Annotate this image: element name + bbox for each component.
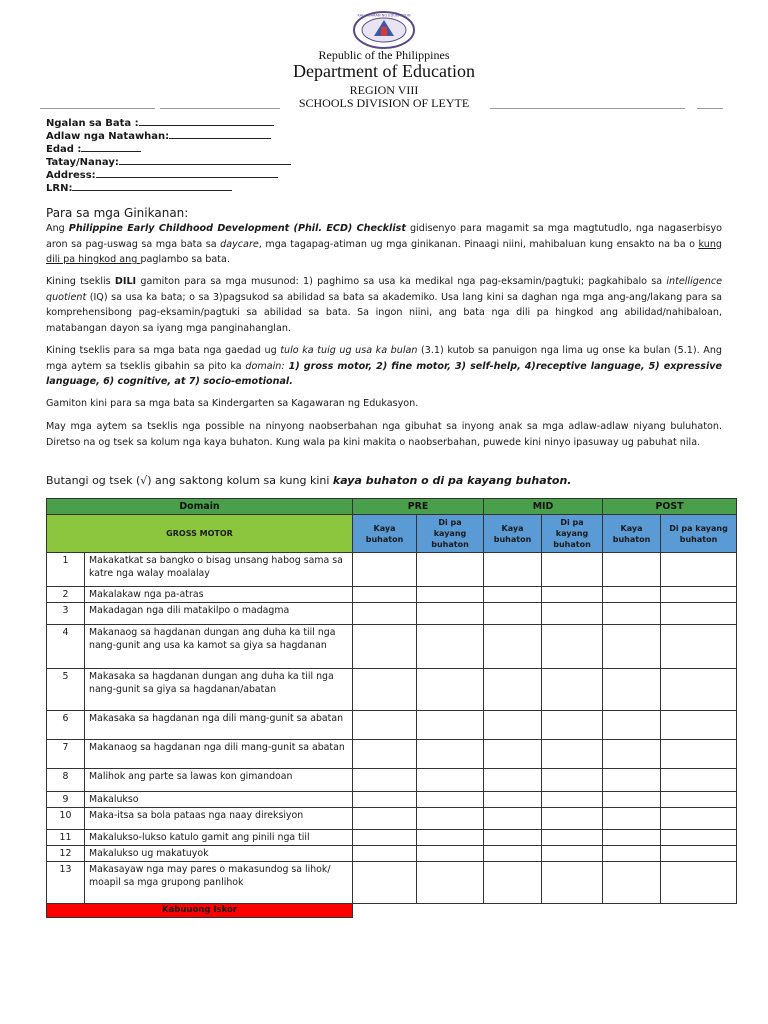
field-ngalan[interactable]: Ngalan sa Bata : — [46, 115, 274, 129]
check-cell-pre-kaya[interactable] — [353, 830, 417, 846]
mid-dipa-header: Di pa kayang buhaton — [542, 515, 603, 553]
row-number: 5 — [47, 669, 85, 711]
row-number: 12 — [47, 846, 85, 862]
check-cell-pre-kaya[interactable] — [353, 669, 417, 711]
check-cell-pre-dipa[interactable] — [417, 769, 484, 792]
row-skill: Malihok ang parte sa lawas kon gimandoan — [85, 769, 353, 792]
row-number: 2 — [47, 587, 85, 603]
check-cell-mid-dipa[interactable] — [542, 862, 603, 904]
table-row — [47, 587, 737, 603]
check-cell-post-kaya[interactable] — [603, 769, 661, 792]
row-skill: Makalukso-lukso katulo gamit ang pinili nga tiil — [85, 830, 353, 846]
check-cell-post-kaya[interactable] — [603, 830, 661, 846]
row-number: 8 — [47, 769, 85, 792]
check-cell-post-kaya[interactable] — [603, 669, 661, 711]
row-skill: Makakatkat sa bangko o bisag unsang habog sama sa katre nga walay moalalay — [85, 553, 353, 587]
row-skill: Makanaog sa hagdanan nga dili mang-gunit sa abatan — [85, 740, 353, 769]
check-cell-post-kaya[interactable] — [603, 553, 661, 587]
check-cell-post-dipa[interactable] — [661, 603, 737, 625]
table-row — [47, 846, 737, 862]
check-cell-pre-kaya[interactable] — [353, 603, 417, 625]
check-cell-pre-kaya[interactable] — [353, 808, 417, 830]
check-cell-post-dipa[interactable] — [661, 669, 737, 711]
check-cell-mid-kaya[interactable] — [484, 830, 542, 846]
row-number: 13 — [47, 862, 85, 904]
seal-text: KAGAWARAN NG EDUKASYON — [357, 13, 411, 18]
check-cell-pre-dipa[interactable] — [417, 740, 484, 769]
total-row — [47, 904, 737, 918]
check-cell-post-dipa[interactable] — [661, 808, 737, 830]
row-number: 11 — [47, 830, 85, 846]
field-address[interactable]: Address: — [46, 167, 278, 181]
post-kaya-header: Kaya buhaton — [603, 515, 661, 553]
table-row — [47, 625, 737, 669]
deped-seal-icon — [352, 10, 416, 50]
check-cell-mid-dipa[interactable] — [542, 587, 603, 603]
department-title: Department of Education — [293, 61, 475, 81]
check-cell-post-kaya[interactable] — [603, 792, 661, 808]
check-cell-mid-kaya[interactable] — [484, 792, 542, 808]
check-cell-pre-dipa[interactable] — [417, 830, 484, 846]
table-row — [47, 792, 737, 808]
row-number: 3 — [47, 603, 85, 625]
check-cell-post-kaya[interactable] — [603, 587, 661, 603]
pre-dipa-header: Di pa kayang buhaton — [417, 515, 484, 553]
check-cell-mid-kaya[interactable] — [484, 553, 542, 587]
check-cell-mid-dipa[interactable] — [542, 830, 603, 846]
check-cell-pre-kaya[interactable] — [353, 711, 417, 740]
instruction-line: Butangi og tsek (√) ang saktong kolum sa kung kini kaya buhaton o di pa kayang buhaton. — [46, 474, 572, 487]
check-cell-post-dipa[interactable] — [661, 587, 737, 603]
row-number: 10 — [47, 808, 85, 830]
intro-paragraph-5: May mga aytem sa tseklis nga possible na ninyong naobserbahan nga gibuhat sa inyong anak sa mga adlaw-adlaw niyang buluhaton. Diretso na og tsek sa kolum nga kaya buhaton. Kung wala pa kini makita o naobserbahan, puwede kini ninyo ipasuway ug pabuhat nila. — [46, 421, 722, 448]
check-cell-mid-kaya[interactable] — [484, 711, 542, 740]
checklist-table — [46, 498, 737, 918]
intro-paragraph-4: Gamiton kini para sa mga bata sa Kindergarten sa Kagawaran ng Edukasyon. — [46, 398, 419, 409]
check-cell-mid-dipa[interactable] — [542, 603, 603, 625]
check-cell-mid-dipa[interactable] — [542, 769, 603, 792]
pre-header: PRE — [353, 499, 484, 515]
check-cell-pre-dipa[interactable] — [417, 669, 484, 711]
post-header: POST — [603, 499, 737, 515]
table-row — [47, 862, 737, 904]
check-cell-mid-dipa[interactable] — [542, 553, 603, 587]
check-cell-pre-kaya[interactable] — [353, 862, 417, 904]
check-cell-post-dipa[interactable] — [661, 792, 737, 808]
row-number: 6 — [47, 711, 85, 740]
check-cell-post-dipa[interactable] — [661, 846, 737, 862]
check-cell-mid-kaya[interactable] — [484, 740, 542, 769]
row-skill: Makalukso ug makatuyok — [85, 846, 353, 862]
check-cell-mid-dipa[interactable] — [542, 792, 603, 808]
region-label: REGION VIII — [349, 83, 419, 97]
check-cell-post-kaya[interactable] — [603, 711, 661, 740]
pre-kaya-header: Kaya buhaton — [353, 515, 417, 553]
check-cell-mid-kaya[interactable] — [484, 603, 542, 625]
header-rule-right — [490, 108, 685, 109]
header-rule-left — [40, 108, 155, 109]
check-cell-post-kaya[interactable] — [603, 862, 661, 904]
field-lrn[interactable]: LRN: — [46, 180, 232, 194]
check-cell-pre-dipa[interactable] — [417, 846, 484, 862]
row-skill: Makanaog sa hagdanan dungan ang duha ka tiil nga nang-gunit ang usa ka kamot sa giya sa hagdanan — [85, 625, 353, 669]
check-cell-post-dipa[interactable] — [661, 862, 737, 904]
table-row — [47, 553, 737, 587]
check-cell-post-dipa[interactable] — [661, 740, 737, 769]
check-cell-post-kaya[interactable] — [603, 846, 661, 862]
check-cell-mid-kaya[interactable] — [484, 769, 542, 792]
post-dipa-header: Di pa kayang buhaton — [661, 515, 737, 553]
check-cell-pre-dipa[interactable] — [417, 711, 484, 740]
check-cell-pre-dipa[interactable] — [417, 625, 484, 669]
table-row — [47, 830, 737, 846]
intro-paragraph-1: Ang Philippine Early Childhood Development (Phil. ECD) Checklist gidisenyo para magamit sa mga magtutudlo, nga nagaserbisyo aron sa pag-uswag sa mga bata sa daycare, mga tagapag-atiman ug mga ginikanan. Pinaagi niini, mahibaluan kung ensakto na ba o kung dili pa hingkod ang paglambo sa bata. — [46, 223, 722, 265]
check-cell-pre-dipa[interactable] — [417, 808, 484, 830]
intro-title: Para sa mga Ginikanan: — [46, 206, 189, 220]
row-skill: Makalukso — [85, 792, 353, 808]
check-cell-post-dipa[interactable] — [661, 625, 737, 669]
row-skill: Makalakaw nga pa-atras — [85, 587, 353, 603]
field-edad[interactable]: Edad : — [46, 141, 141, 155]
table-row — [47, 669, 737, 711]
check-cell-pre-kaya[interactable] — [353, 587, 417, 603]
check-cell-post-dipa[interactable] — [661, 553, 737, 587]
table-row — [47, 740, 737, 769]
table-row — [47, 711, 737, 740]
check-cell-pre-kaya[interactable] — [353, 740, 417, 769]
check-cell-post-dipa[interactable] — [661, 711, 737, 740]
check-cell-pre-kaya[interactable] — [353, 625, 417, 669]
check-cell-pre-kaya[interactable] — [353, 846, 417, 862]
check-cell-pre-dipa[interactable] — [417, 553, 484, 587]
row-skill: Makadagan nga dili matakilpo o madagma — [85, 603, 353, 625]
header-rule-mid — [160, 108, 280, 109]
republic-label: Republic of the Philippines — [318, 48, 450, 62]
check-cell-post-dipa[interactable] — [661, 830, 737, 846]
total-label: Kabuuong Iskor — [47, 904, 353, 918]
check-cell-post-kaya[interactable] — [603, 808, 661, 830]
check-cell-mid-dipa[interactable] — [542, 711, 603, 740]
check-cell-post-kaya[interactable] — [603, 603, 661, 625]
check-cell-mid-kaya[interactable] — [484, 846, 542, 862]
check-cell-mid-kaya[interactable] — [484, 862, 542, 904]
check-cell-mid-dipa[interactable] — [542, 625, 603, 669]
check-cell-post-kaya[interactable] — [603, 625, 661, 669]
check-cell-mid-kaya[interactable] — [484, 625, 542, 669]
row-number: 4 — [47, 625, 85, 669]
check-cell-pre-dipa[interactable] — [417, 862, 484, 904]
field-tatay-nanay[interactable]: Tatay/Nanay: — [46, 154, 291, 168]
check-cell-post-kaya[interactable] — [603, 740, 661, 769]
intro-paragraph-2: Kining tseklis DILI gamiton para sa mga musunod: 1) paghimo sa usa ka medikal nga pag-eksamin/pagtuki; pagkahibalo sa intelligence quotient (IQ) sa usa ka bata; o sa 3)pagsukod sa abilidad sa bata sa akademiko. Usa lang kini sa daghan nga mga ang-ang/lakang para sa komprehensibong pag-eksamin/pagtuki sa abilidad sa bata. Sa ingon niini, ang bata nga dili pa hingkod ang abilidad/nahibaloan, matabangan dayon sa iyang mga panginahanglan. — [46, 276, 722, 334]
intro-paragraph-3: Kining tseklis para sa mga bata nga gaedad ug tulo ka tuig ug usa ka bulan (3.1) kutob sa panuigon nga lima ug onse ka bulan (5.1). Ang mga aytem sa tseklis gibahin sa pito ka domain: 1) gross motor, 2) fine motor, 3) self-help, 4)receptive language, 5) expressive language, 6) cognitive, at 7) socio-emotional. — [46, 345, 722, 387]
row-skill: Makasayaw nga may pares o makasundog sa lihok/ moapil sa mga grupong panlihok — [85, 862, 353, 904]
mid-header: MID — [484, 499, 603, 515]
check-cell-mid-dipa[interactable] — [542, 846, 603, 862]
check-cell-pre-dipa[interactable] — [417, 587, 484, 603]
check-cell-pre-kaya[interactable] — [353, 553, 417, 587]
row-number: 9 — [47, 792, 85, 808]
domain-header: Domain — [47, 499, 353, 515]
check-cell-pre-dipa[interactable] — [417, 603, 484, 625]
header-rule-end — [697, 108, 723, 109]
row-skill: Makasaka sa hagdanan dungan ang duha ka tiil nga nang-gunit sa giya sa hagdanan/abatan — [85, 669, 353, 711]
check-cell-post-dipa[interactable] — [661, 769, 737, 792]
row-number: 1 — [47, 553, 85, 587]
check-cell-mid-kaya[interactable] — [484, 808, 542, 830]
check-cell-mid-kaya[interactable] — [484, 587, 542, 603]
table-row — [47, 769, 737, 792]
row-skill: Maka-itsa sa bola pataas nga naay direksiyon — [85, 808, 353, 830]
row-skill: Makasaka sa hagdanan nga dili mang-gunit sa abatan — [85, 711, 353, 740]
check-cell-pre-kaya[interactable] — [353, 792, 417, 808]
check-cell-mid-dipa[interactable] — [542, 669, 603, 711]
field-adlaw[interactable]: Adlaw nga Natawhan: — [46, 128, 271, 142]
division-label: SCHOOLS DIVISION OF LEYTE — [298, 96, 470, 110]
check-cell-pre-kaya[interactable] — [353, 769, 417, 792]
subheader-row — [47, 515, 737, 553]
table-header-row — [47, 499, 737, 515]
table-row — [47, 808, 737, 830]
table-row — [47, 603, 737, 625]
check-cell-pre-dipa[interactable] — [417, 792, 484, 808]
check-cell-mid-kaya[interactable] — [484, 669, 542, 711]
row-number: 7 — [47, 740, 85, 769]
mid-kaya-header: Kaya buhaton — [484, 515, 542, 553]
domain-name: GROSS MOTOR — [47, 515, 353, 553]
check-cell-mid-dipa[interactable] — [542, 808, 603, 830]
check-cell-mid-dipa[interactable] — [542, 740, 603, 769]
